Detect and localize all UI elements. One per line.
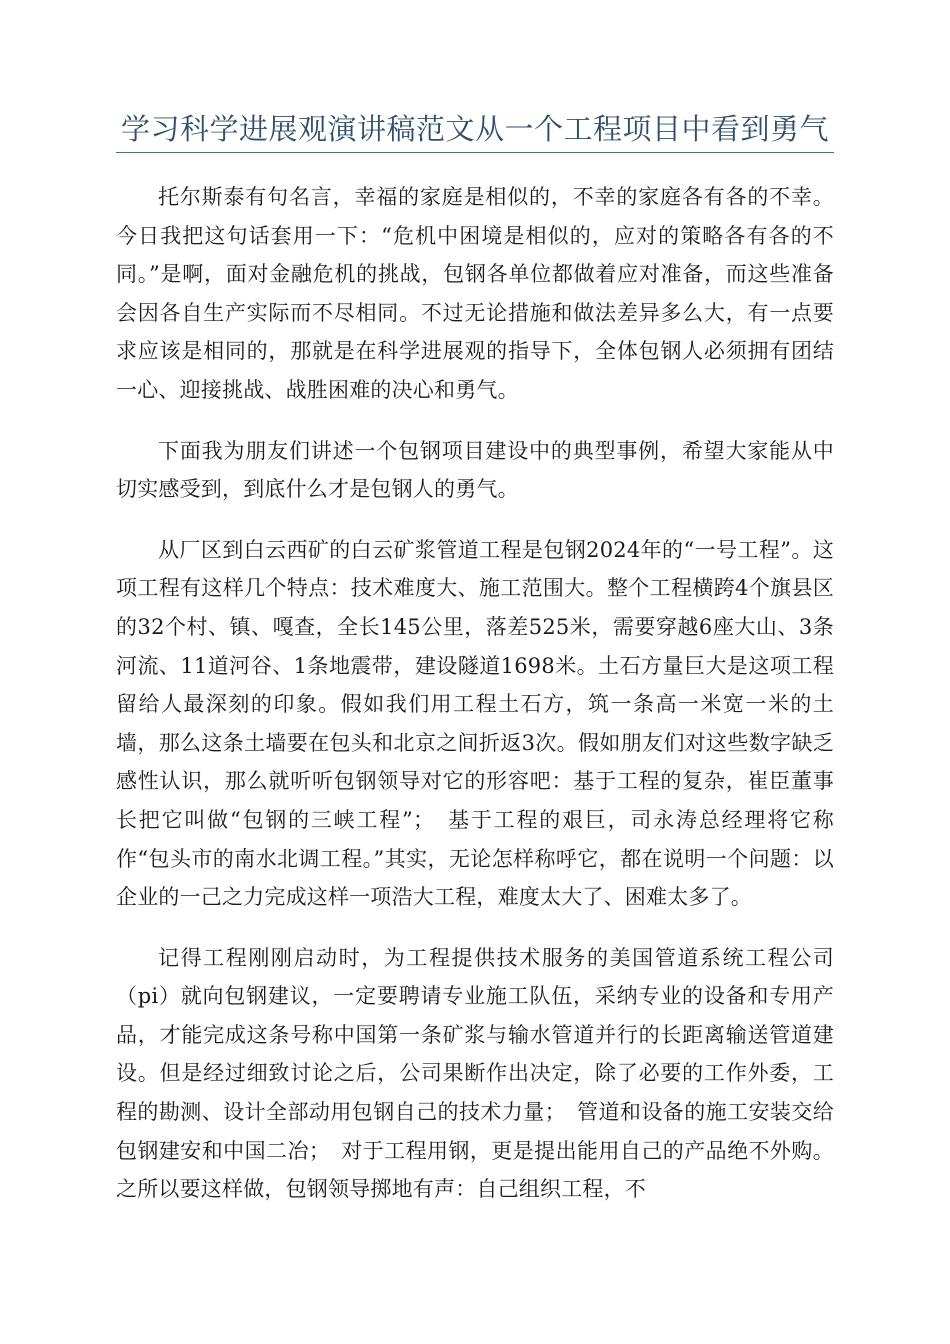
- title-block: [116, 112, 834, 153]
- paragraph-3: 从厂区到白云西矿的白云矿浆管道工程是包钢2024年的“一号工程”。这项工程有这样几个特点：技术难度大、施工范围大。整个工程横跨4个旗县区的32个村、镇、嘎查，全长145公里，落差525米，需要穿越6座大山、3条河流、11道河谷、1条地震带，建设隧道1698米。土石方量巨大是这项工程留给人最深刻的印象。假如我们用工程土石方，筑一条高一米宽一米的土墙，那么这条土墙要在包头和北京之间折返3次。假如朋友们对这些数字缺乏感性认识，那么就听听包钢领导对它的形容吧：基于工程的复杂，崔臣董事长把它叫做“包钢的三峡工程”； 基于工程的艰巨，司永涛总经理将它称作“包头市的南水北调工程。”其实，无论怎样称呼它，都在说明一个问题：以企业的一己之力完成这样一项浩大工程，难度太大了、困难太多了。: [116, 537, 834, 910]
- document-title: 学习科学进展观演讲稿范文从一个工程项目中看到勇气: [120, 112, 829, 146]
- document-body: [116, 178, 834, 1231]
- paragraph-4: 记得工程刚刚启动时，为工程提供技术服务的美国管道系统工程公司（pi）就向包钢建议，一定要聘请专业施工队伍，采纳专业的设备和专用产品，才能完成这条号称中国第一条矿浆与输水管道并行的长距离输送管道建设。但是经过细致讨论之后，公司果断作出决定，除了必要的工作外委，工程的勘测、设计全部动用包钢自己的技术力量； 管道和设备的施工安装交给包钢建安和中国二冶； 对于工程用钢，更是提出能用自己的产品绝不外购。之所以要这样做，包钢领导掷地有声：自己组织工程，不: [116, 945, 834, 1202]
- paragraph-2: 下面我为朋友们讲述一个包钢项目建设中的典型事例，希望大家能从中切实感受到，到底什么才是包钢人的勇气。: [116, 438, 834, 502]
- paragraph-1: 托尔斯泰有句名言，幸福的家庭是相似的，不幸的家庭各有各的不幸。今日我把这句话套用一下：“危机中困境是相似的，应对的策略各有各的不同。”是啊，面对金融危机的挑战，包钢各单位都做着应对准备，而这些准备会因各自生产实际而不尽相同。不过无论措施和做法差异多么大，有一点要求应该是相同的，那就是在科学进展观的指导下，全体包钢人必须拥有团结一心、迎接挑战、战胜困难的决心和勇气。: [116, 185, 834, 402]
